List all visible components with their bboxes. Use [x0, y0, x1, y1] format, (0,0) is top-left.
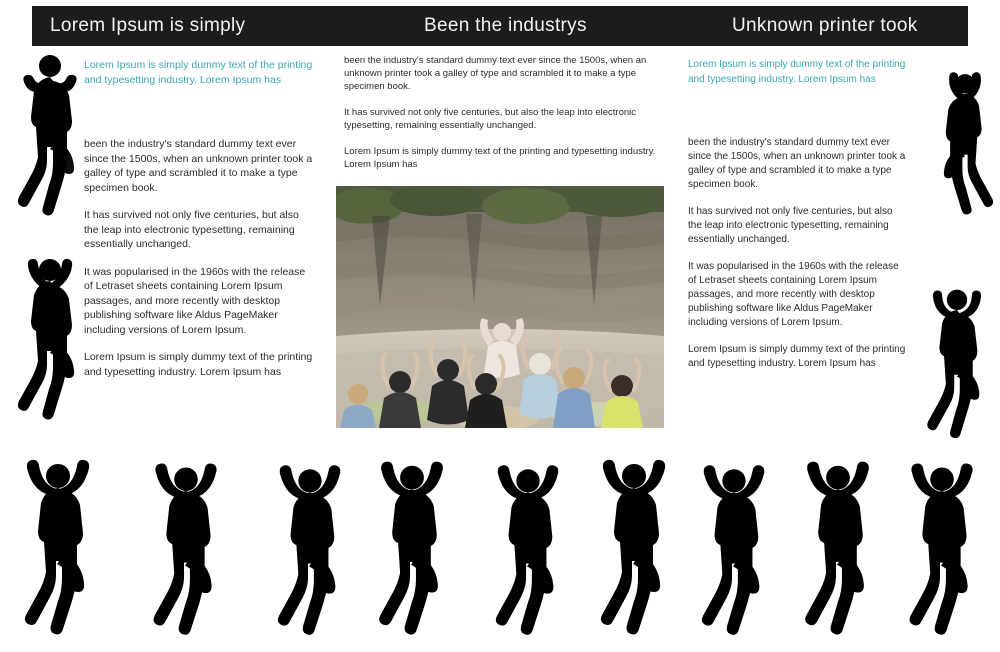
left-paragraph-1: been the industry's standard dummy text ever since the 1500s, when an unknown printer took a galley of type and scrambled it to make a type specimen book. — [84, 138, 313, 194]
header-title-left: Lorem Ipsum is simply — [50, 15, 246, 36]
yoga-group-photo — [336, 186, 664, 428]
yoga-tree-pose-silhouette — [10, 240, 90, 456]
yoga-tree-pose-silhouette — [10, 36, 90, 252]
left-paragraph-4: Lorem Ipsum is simply dummy text of the printing and typesetting industry. Lorem Ipsum has — [84, 351, 313, 378]
left-spacer — [84, 101, 316, 137]
right-paragraph-3: It was popularised in the 1960s with the release of Letraset sheets containing Lorem Ipsum passages, and more recently with desktop publishing software like Aldus PageMaker including versions of Lorem Ipsum. — [688, 261, 899, 328]
middle-paragraph-1: been the industry's standard dummy text ever since the 1500s, when an unknown printer took a galley of type and scrambled it to make a type specimen book. — [344, 55, 647, 92]
yoga-tree-pose-silhouette — [482, 444, 574, 648]
left-intro-text: Lorem Ipsum is simply dummy text of the printing and typesetting industry. Lorem Ipsum has — [84, 59, 313, 86]
yoga-tree-pose-silhouette — [896, 442, 988, 648]
yoga-tree-pose-silhouette — [12, 438, 104, 648]
right-paragraph-2: It has survived not only five centuries, but also the leap into electronic typesetting, remaining essentially unchanged. — [688, 206, 893, 245]
header-title-middle: Been the industrys — [424, 15, 587, 36]
left-column — [84, 58, 316, 392]
middle-paragraph-3: Lorem Ipsum is simply dummy text of the printing and typesetting industry. Lorem Ipsum has — [344, 146, 656, 170]
yoga-tree-pose-silhouette — [140, 442, 232, 648]
header-title-right: Unknown printer took — [732, 15, 918, 36]
right-spacer — [688, 100, 906, 136]
right-column — [688, 58, 906, 384]
header-band — [32, 6, 968, 46]
yoga-tree-pose-silhouette — [264, 444, 356, 648]
left-paragraph-3: It was popularised in the 1960s with the release of Letraset sheets containing Lorem Ipsum passages, and more recently with desktop publishing software like Aldus PageMaker including versions of Lorem Ipsum. — [84, 265, 306, 336]
yoga-tree-pose-silhouette — [588, 438, 680, 648]
yoga-tree-pose-silhouette — [688, 444, 780, 648]
right-paragraph-4: Lorem Ipsum is simply dummy text of the printing and typesetting industry. Lorem Ipsum has — [688, 344, 906, 369]
right-intro-text: Lorem Ipsum is simply dummy text of the printing and typesetting industry. Lorem Ipsum has — [688, 59, 906, 85]
yoga-tree-pose-silhouette — [930, 52, 1000, 252]
middle-column — [344, 54, 662, 184]
middle-paragraph-2: It has survived not only five centuries, but also the leap into electronic typesetting, remaining essentially unchanged. — [344, 107, 637, 131]
yoga-tree-pose-silhouette — [792, 440, 884, 648]
right-paragraph-1: been the industry's standard dummy text ever since the 1500s, when an unknown printer took a galley of type and scrambled it to make a type specimen book. — [688, 137, 906, 190]
left-paragraph-2: It has survived not only five centuries, but also the leap into electronic typesetting, remaining essentially unchanged. — [84, 209, 299, 250]
yoga-tree-pose-silhouette — [366, 440, 458, 648]
